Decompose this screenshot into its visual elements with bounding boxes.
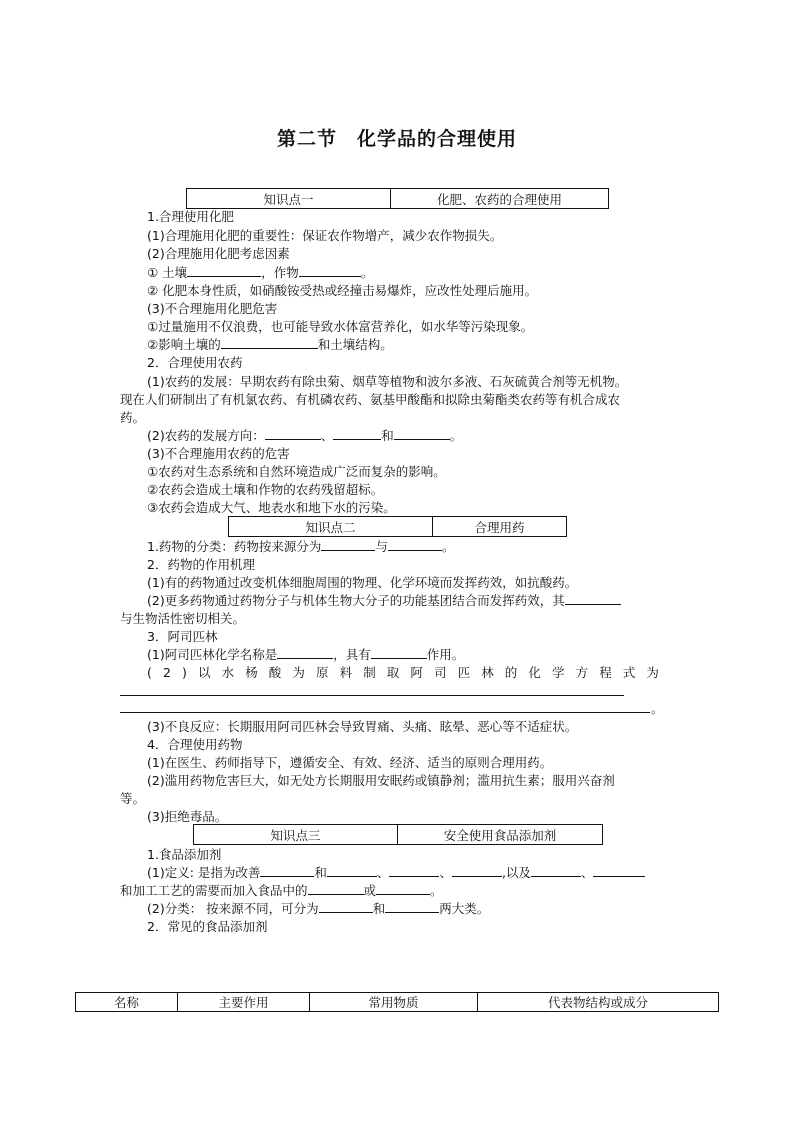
answer-blank[interactable] <box>388 538 442 551</box>
fill-in-line <box>147 592 621 609</box>
section-heading: 2．合理使用农药 <box>147 355 243 370</box>
knowledge-point-1-box <box>186 188 609 209</box>
answer-blank[interactable] <box>308 882 364 895</box>
answer-blank[interactable] <box>299 264 361 277</box>
text-line: ①过量施用不仅浪费，也可能导致水体富营养化，如水华等污染现象。 <box>147 319 534 334</box>
fill-in-line <box>147 427 462 444</box>
knowledge-point-2-label: 知识点二 <box>229 517 433 536</box>
text-fragment: 、 <box>439 865 452 880</box>
text-line: 现在人们研制出了有机氯农药、有机磷农药、氨基甲酸酯和拟除虫菊酯类农药等有机合成农 <box>120 392 621 407</box>
text-fragment: ，具有 <box>333 647 371 662</box>
knowledge-point-3-topic: 安全使用食品添加剂 <box>443 827 557 843</box>
section-heading: 4．合理使用药物 <box>147 737 243 752</box>
text-fragment: ，作物 <box>261 265 299 280</box>
answer-blank[interactable] <box>385 900 439 913</box>
answer-blank[interactable] <box>565 592 621 605</box>
text-fragment: 。 <box>430 883 443 898</box>
text-fragment: 和 <box>372 901 386 916</box>
text-fragment: (1)阿司匹林化学名称是 <box>147 647 278 662</box>
section-heading: 3．阿司匹林 <box>147 629 218 644</box>
text-fragment: 两大类。 <box>439 901 490 916</box>
text-fragment: ②影响土壤的 <box>147 337 221 352</box>
text-fragment: 。 <box>360 265 374 280</box>
answer-blank[interactable] <box>452 864 502 877</box>
text-fragment: 。 <box>651 701 664 716</box>
text-fragment: 、 <box>376 865 390 880</box>
table-header-row <box>76 993 719 1012</box>
fill-in-line <box>147 646 464 663</box>
answer-blank[interactable] <box>260 864 314 877</box>
answer-blank-line[interactable] <box>120 695 624 696</box>
answer-blank[interactable] <box>277 646 333 659</box>
answer-blank[interactable] <box>221 336 318 349</box>
answer-blank-line[interactable] <box>120 712 650 713</box>
text-fragment: (2)更多药物通过药物分子与机体生物大分子的功能基团结合而发挥药效，其 <box>147 593 565 608</box>
text-fragment: ① 土壤 <box>147 265 188 280</box>
text-line: (1)有的药物通过改变机体细胞周围的物理、化学环境而发挥药效，如抗酸药。 <box>147 575 578 590</box>
table-header-cell: 常用物质 <box>310 993 478 1012</box>
table-header-cell: 代表物结构或成分 <box>478 993 719 1012</box>
text-line: (1)农药的发展：早期农药有除虫菊、烟草等植物和波尔多液、石灰硫黄合剂等无机物。 <box>147 374 628 389</box>
text-line: (3)不良反应：长期服用阿司匹林会导致胃痛、头痛、眩晕、恶心等不适症状。 <box>147 719 578 734</box>
table-header-cell: 主要作用 <box>178 993 310 1012</box>
text-line: (2)合理施用化肥考虑因素 <box>147 246 290 261</box>
text-fragment: 和土壤结构。 <box>317 337 393 352</box>
knowledge-point-3-label: 知识点三 <box>194 825 398 844</box>
answer-blank[interactable] <box>265 427 321 440</box>
answer-blank[interactable] <box>371 646 427 659</box>
text-line: (1)合理施用化肥的重要性：保证农作物增产，减少农作物损失。 <box>147 228 503 243</box>
knowledge-point-3-box <box>193 824 603 845</box>
answer-blank[interactable] <box>593 864 645 877</box>
text-line: ③农药会造成大气、地表水和地下水的污染。 <box>147 500 396 515</box>
answer-blank[interactable] <box>333 427 381 440</box>
text-fragment: 、 <box>580 865 594 880</box>
knowledge-point-1-label: 知识点一 <box>187 189 391 208</box>
text-fragment: 和 <box>314 865 327 880</box>
text-line: (2)滥用药物危害巨大，如无处方长期服用安眠药或镇静剂；滥用抗生素；服用兴奋剂 <box>147 773 615 788</box>
answer-blank[interactable] <box>376 882 430 895</box>
equation-prompt: (2)以水杨酸为原料制取阿司匹林的化学方程式为 <box>147 665 671 680</box>
text-fragment: (2)农药的发展方向： <box>147 428 265 443</box>
section-1-heading: 1.食品添加剂 <box>147 847 222 862</box>
section-1-heading: 1.合理使用化肥 <box>147 209 234 224</box>
knowledge-point-1-topic: 化肥、农药的合理使用 <box>436 191 562 207</box>
section-heading: 2．常见的食品添加剂 <box>147 919 268 934</box>
text-fragment: 、 <box>320 428 334 443</box>
fill-in-line <box>147 538 454 555</box>
answer-blank[interactable] <box>321 538 375 551</box>
answer-blank[interactable] <box>187 264 261 277</box>
answer-blank[interactable] <box>394 427 450 440</box>
text-fragment: ,以及 <box>501 865 531 880</box>
knowledge-point-2-topic: 合理用药 <box>474 519 525 535</box>
text-line: (3)拒绝毒品。 <box>147 809 228 824</box>
answer-blank[interactable] <box>389 864 439 877</box>
fill-in-line <box>147 864 645 881</box>
answer-blank[interactable] <box>531 864 581 877</box>
text-line: ② 化肥本身性质，如硝酸铵受热或经撞击易爆炸，应改性处理后施用。 <box>147 283 538 298</box>
text-line: (1)在医生、药师指导下，遵循安全、有效、经济、适当的原则合理用药。 <box>147 755 553 770</box>
text-line: ②农药会造成土壤和作物的农药残留超标。 <box>147 482 384 497</box>
fill-in-line <box>147 900 489 917</box>
text-fragment: (1)定义: 是指为改善 <box>147 865 261 880</box>
text-line: 药。 <box>120 410 146 425</box>
text-fragment: 。 <box>441 539 455 554</box>
text-fragment: 作用。 <box>426 647 465 662</box>
text-line: ①农药对生态系统和自然环境造成广泛而复杂的影响。 <box>147 464 446 479</box>
fill-in-line <box>147 264 373 281</box>
text-line: 与生物活性密切相关。 <box>120 611 246 626</box>
text-line: (3)不合理施用化肥危害 <box>147 301 278 316</box>
food-additives-table <box>75 992 719 1012</box>
answer-blank[interactable] <box>319 900 373 913</box>
fill-in-line <box>120 882 443 899</box>
knowledge-point-2-box <box>228 516 567 537</box>
section-heading: 2．药物的作用机理 <box>147 557 255 572</box>
page-title: 第二节 化学品的合理使用 <box>276 128 517 150</box>
text-fragment: (2)分类： 按来源不同，可分为 <box>147 901 319 916</box>
text-fragment: 。 <box>449 428 463 443</box>
text-fragment: 与 <box>375 539 388 554</box>
text-fragment: 和加工工艺的需要而加入食品中的 <box>120 883 308 898</box>
fill-in-line <box>147 336 393 353</box>
text-line: 等。 <box>120 791 146 806</box>
text-fragment: 或 <box>363 883 377 898</box>
answer-blank[interactable] <box>327 864 377 877</box>
table-header-cell: 名称 <box>76 993 178 1012</box>
text-fragment: 1.药物的分类：药物按来源分为 <box>147 539 322 554</box>
text-line: (3)不合理施用农药的危害 <box>147 446 290 461</box>
text-fragment: 和 <box>381 428 394 443</box>
